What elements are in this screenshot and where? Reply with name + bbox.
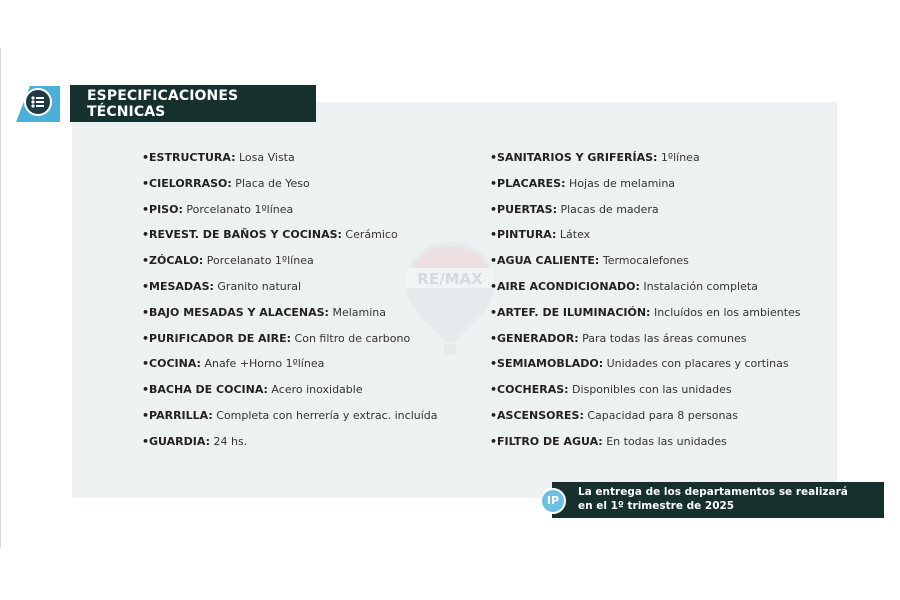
spec-item: •REVEST. DE BAÑOS Y COCINAS: Cerámico [142, 228, 398, 242]
specs-list-left [142, 149, 438, 459]
spec-item: •BACHA DE COCINA: Acero inoxidable [142, 383, 363, 397]
spec-item: •COCINA: Anafe +Horno 1ºlínea [142, 357, 325, 371]
spec-item: •ESTRUCTURA: Losa Vista [142, 151, 295, 164]
delivery-note-text [578, 485, 878, 513]
section-header [70, 85, 316, 122]
spec-item: •COCHERAS: Disponibles con las unidades [490, 383, 732, 397]
spec-item: •PISO: Porcelanato 1ºlínea [142, 202, 294, 216]
spec-item: •FILTRO DE AGUA: En todas las unidades [490, 434, 727, 448]
spec-item: •PLACARES: Hojas de melamina [490, 176, 676, 190]
spec-item: •SEMIAMOBLADO: Unidades con placares y cortinas [490, 357, 789, 371]
spec-item: •ASCENSORES: Capacidad para 8 personas [490, 408, 738, 422]
spec-item: •ZÓCALO: Porcelanato 1ºlínea [142, 254, 314, 268]
spec-item: •GUARDIA: 24 hs. [142, 434, 248, 448]
spec-item: •PARRILLA: Completa con herrería y extrac. incluída [142, 408, 438, 422]
spec-item: •CIELORRASO: Placa de Yeso [142, 176, 310, 190]
specs-list-right [490, 149, 801, 459]
spec-item: •MESADAS: Granito natural [142, 279, 302, 293]
spec-item: •PINTURA: Látex [490, 228, 591, 242]
delivery-note-line-1: La entrega de los departamentos se realizará [578, 486, 848, 498]
delivery-note-line-2: en el 1º trimestre de 2025 [578, 500, 735, 512]
spec-item: •PUERTAS: Placas de madera [490, 202, 659, 216]
list-icon [24, 88, 52, 116]
page-edge-divider [0, 48, 1, 548]
spec-item: •ARTEF. DE ILUMINACIÓN: Incluídos en los ambientes [490, 305, 801, 319]
info-logo-icon: IP [540, 488, 566, 514]
page-title: ESPECIFICACIONES TÉCNICAS [87, 87, 239, 120]
spec-item: •PURIFICADOR DE AIRE: Con filtro de carbono [142, 331, 411, 345]
watermark-brand: RE/MAX [417, 270, 483, 288]
delivery-note [546, 482, 884, 518]
spec-item: •SANITARIOS Y GRIFERÍAS: 1ºlínea [490, 151, 700, 164]
spec-item: •AIRE ACONDICIONADO: Instalación completa [490, 279, 758, 293]
spec-item: •AGUA CALIENTE: Termocalefones [490, 254, 689, 268]
spec-item: •GENERADOR: Para todas las áreas comunes [490, 331, 747, 345]
spec-item: •BAJO MESADAS Y ALACENAS: Melamina [142, 305, 386, 319]
